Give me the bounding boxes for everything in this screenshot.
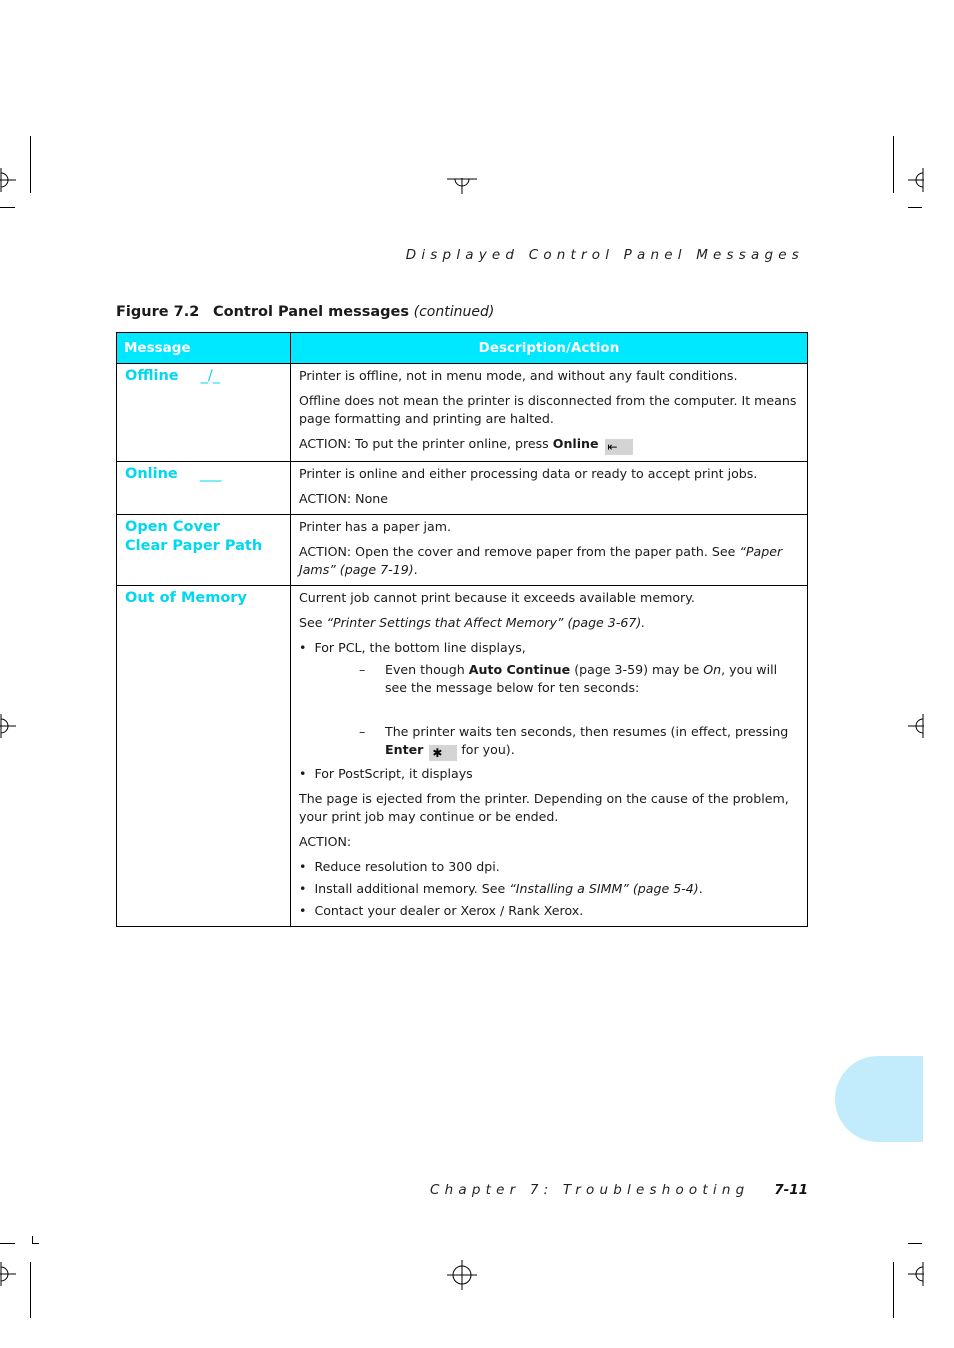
figure-title: Control Panel messages [213, 304, 410, 320]
crop-mark [0, 1243, 15, 1244]
registration-mark-icon [0, 1262, 16, 1286]
action-text [299, 435, 799, 455]
action-prefix: ACTION: To put the printer online, press [299, 436, 553, 451]
enter-key-icon: ✱ [429, 745, 457, 761]
bullet-text-prefix: Install additional memory. See [314, 881, 510, 896]
message-out-of-memory: Out of Memory [125, 590, 247, 606]
table-row-out-of-memory [117, 586, 808, 927]
footer-chapter: Chapter 7: Troubleshooting [430, 1182, 750, 1198]
crop-mark [908, 207, 922, 208]
table-row-open-cover [117, 515, 808, 586]
registration-mark-icon [0, 714, 16, 738]
description-cell [291, 462, 808, 515]
message-cell [117, 515, 291, 586]
bullet-item: • For PCL, the bottom line displays, [299, 640, 526, 655]
registration-mark-icon [0, 168, 16, 192]
figure-caption [116, 304, 494, 320]
indicator-online: ___ [199, 466, 222, 482]
table-row-offline [117, 364, 808, 462]
crop-mark [30, 136, 31, 193]
action-label: ACTION: [299, 834, 352, 849]
bullet-text: Contact your dealer or Xerox / Rank Xerox. [314, 903, 584, 918]
description-text: The page is ejected from the printer. Depending on the cause of the problem, your print job may continue or be ended. [299, 791, 789, 824]
cross-reference-link: “Printer Settings that Affect Memory” (page 3-67). [326, 615, 646, 630]
description-text [299, 614, 799, 632]
crop-mark [908, 1243, 922, 1244]
message-clear-paper-path: Clear Paper Path [125, 538, 263, 554]
description-text: Offline does not mean the printer is disconnected from the computer. It means page formatting and printing are halted. [299, 393, 797, 426]
dash-text-suffix: , you will see the message below for ten seconds: [385, 662, 778, 695]
action-text [299, 543, 799, 579]
description-cell [291, 515, 808, 586]
registration-mark-icon [447, 178, 477, 194]
crop-mark [32, 1243, 39, 1244]
bullet-item: • Reduce resolution to 300 dpi. [299, 859, 500, 874]
message-cell [117, 364, 291, 462]
chapter-thumb-tab [835, 1056, 923, 1142]
dash-glyph: – [359, 662, 366, 677]
dash-text [385, 723, 799, 761]
page-number: 7-11 [774, 1182, 808, 1198]
bullet-text-suffix: . [698, 881, 703, 896]
column-header-description: Description/Action [291, 333, 808, 364]
dash-text-prefix: Even though [385, 662, 469, 677]
cross-reference-link: “Installing a SIMM” (page 5-4) [509, 881, 699, 896]
bullet-text: For PostScript, it displays [314, 766, 473, 781]
figure-number: Figure 7.2 [116, 304, 200, 320]
action-suffix: . [413, 562, 418, 577]
bullet-item: • Install additional memory. See “Installing a SIMM” (page 5-4). [299, 881, 703, 896]
crop-mark [893, 1262, 894, 1318]
messages-table [116, 332, 808, 927]
dash-text-prefix: The printer waits ten seconds, then resumes (in effect, pressing [385, 724, 789, 739]
dash-item [299, 661, 799, 697]
key-name-online: Online [552, 436, 599, 451]
running-header: Displayed Control Panel Messages [405, 247, 804, 263]
description-text: Printer has a paper jam. [299, 519, 452, 534]
message-open-cover: Open Cover [125, 519, 220, 535]
description-text: Current job cannot print because it exceeds available memory. [299, 590, 695, 605]
action-text: ACTION: None [299, 491, 389, 506]
description-cell [291, 364, 808, 462]
bullet-text: For PCL, the bottom line displays, [314, 640, 526, 655]
dash-item [299, 723, 799, 761]
message-cell [117, 462, 291, 515]
description-text: Printer is offline, not in menu mode, and without any fault conditions. [299, 368, 738, 383]
table-row-online [117, 462, 808, 515]
setting-name-auto-continue: Auto Continue [468, 662, 571, 677]
dash-text-mid: (page 3-59) may be [570, 662, 704, 677]
message-offline: Offline [125, 368, 179, 384]
message-cell [117, 586, 291, 927]
registration-mark-icon [906, 714, 924, 738]
dash-glyph: – [359, 724, 366, 739]
action-prefix: ACTION: Open the cover and remove paper from the paper path. See [299, 544, 740, 559]
see-prefix: See [299, 615, 327, 630]
key-name-enter: Enter [385, 742, 424, 757]
message-online: Online [125, 466, 178, 482]
dash-text [385, 661, 799, 697]
registration-mark-icon [906, 168, 924, 192]
bullet-text [314, 881, 702, 896]
crop-mark [893, 136, 894, 193]
crop-mark [30, 1262, 31, 1318]
online-key-icon: ⇤ [605, 439, 633, 455]
description-text: Printer is online and either processing data or ready to accept print jobs. [299, 466, 758, 481]
registration-mark-icon [906, 1262, 924, 1286]
column-header-message: Message [117, 333, 291, 364]
indicator-offline: _/_ [200, 368, 221, 384]
bullet-item: • Contact your dealer or Xerox / Rank Xerox. [299, 903, 584, 918]
table-header-row [117, 333, 808, 364]
bullet-text: Reduce resolution to 300 dpi. [314, 859, 500, 874]
figure-continued: (continued) [413, 304, 495, 320]
registration-mark-icon [447, 1260, 477, 1290]
setting-value-on: On [703, 662, 722, 677]
crop-mark [0, 207, 15, 208]
dash-text-suffix: for you). [457, 742, 515, 757]
description-cell [291, 586, 808, 927]
cross-reference-link: “Paper Jams” (page 7-19) [299, 544, 783, 577]
bullet-item: • For PostScript, it displays [299, 766, 473, 781]
